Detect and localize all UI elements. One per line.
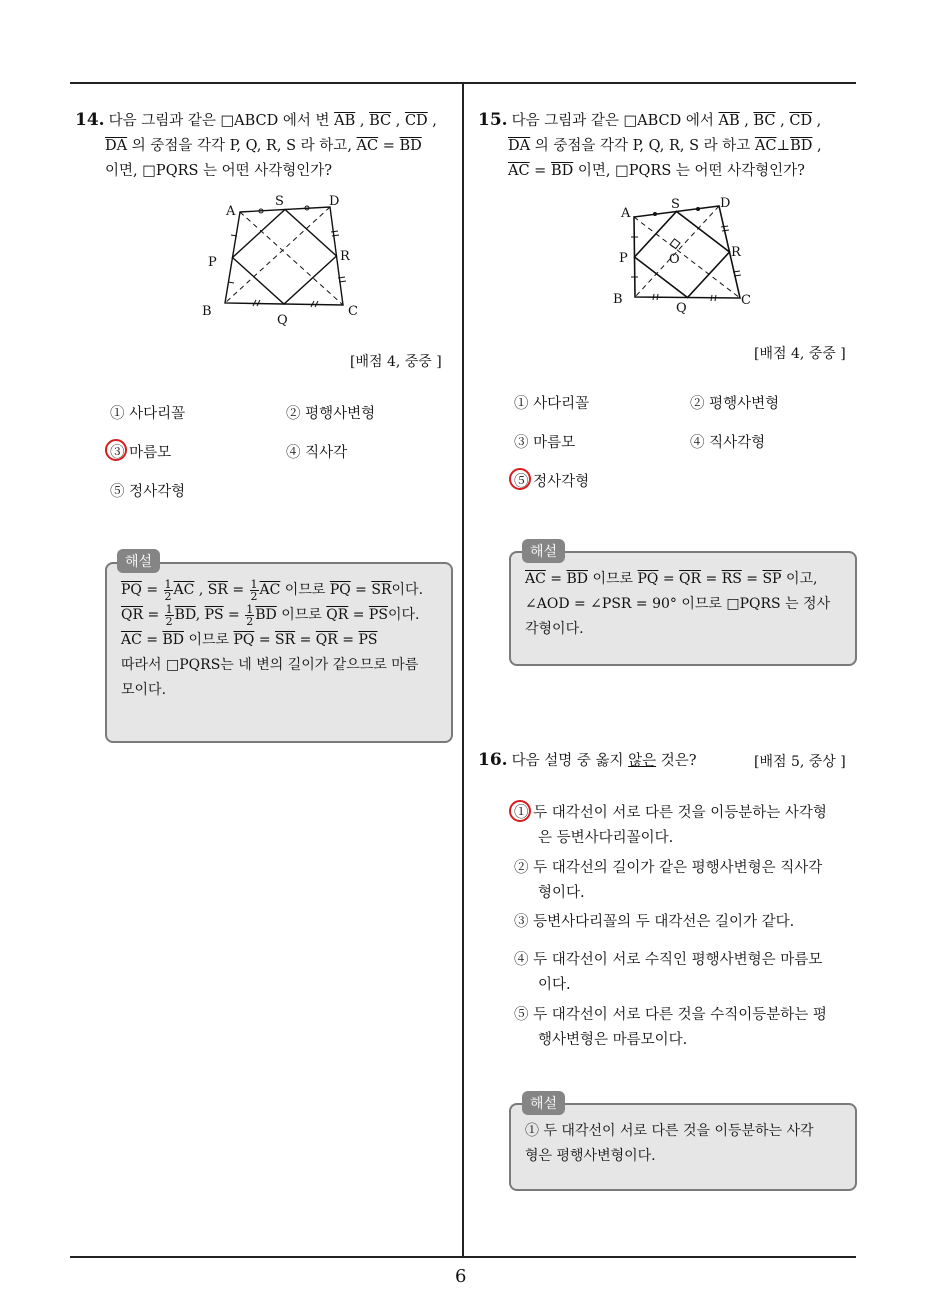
label-O: O [669,252,680,267]
label-A: A [621,206,631,221]
question-15: 15. 다음 그림과 같은 □ABCD 에서 $\overline{AB}$ , $\overline{BC}$ , $\overline{CD}$ , $\overline{DA}$ 의 중점을 각각 P, Q, R, S 라 하고 $\overline{AC}\perp\overline{BD}$ , $\overline{AC} = \overline{BD}$ 이면, □PQRS 는 어떤 사각형인가? [478,110,822,179]
label-R: R [731,245,741,260]
label-A: A [226,204,236,219]
option-15-2[interactable]: ② 평행사변형 [690,396,780,412]
explanation-14: $\overline{PQ}$ = $\frac{1}{2}$ $\overline{AC}$ , $\overline{SR}$ = $\frac{1}{2}$ $\overline{AC}$ 이므로 $\overline{PQ} = \overline{SR}$이다. $\overline{QR}$ = $\frac{1}{2}$ $\overline{BD}$, $\overline{PS}$ = $\frac{1}{2}$ $\overline{BD}$ 이므로 $\overline{QR} = \overline{PS}$이다. $\overline{AC} = \overline{BD}$ 이므로 $\overline{PQ} = \overline{SR} = \overline{QR} = \overline{PS}$ 따라서 □PQRS는 네 변의 길이가 같으므로 마름 모이다. [105,562,453,743]
explanation-tag-14: 해설 [117,549,160,573]
option-14-1[interactable]: ① 사다리꼴 [110,406,186,422]
label-D: D [329,194,340,209]
label-D: D [720,196,731,211]
option-14-3[interactable]: ③ 마름모 [110,445,172,461]
option-15-1[interactable]: ① 사다리꼴 [514,396,590,412]
option-16-3[interactable]: ③ 등변사다리꼴의 두 대각선은 길이가 같다. [514,914,795,930]
figure-14 [195,190,370,330]
explanation-16: ① 두 대각선이 서로 다른 것을 이등분하는 사각 형은 평행사변형이다. [509,1103,857,1191]
question-number: 16. [478,750,508,770]
option-16-5[interactable]: ⑤ 두 대각선이 서로 다른 것을 수직이등분하는 평 행사변형은 마름모이다. [514,1007,827,1048]
label-S: S [671,197,680,212]
option-14-4[interactable]: ④ 직사각 [286,445,348,461]
label-R: R [340,249,350,264]
label-C: C [741,293,751,308]
question-number: 14. [75,110,105,130]
label-C: C [348,304,358,319]
option-16-4[interactable]: ④ 두 대각선이 서로 수직인 평행사변형은 마름모 이다. [514,952,823,993]
explanation-tag-16: 해설 [522,1091,565,1115]
score-14: [배점 4, 중중 ] [350,354,442,370]
option-16-1[interactable]: ① 두 대각선이 서로 다른 것을 이등분하는 사각형 은 등변사다리꼴이다. [514,805,827,846]
label-S: S [275,194,284,209]
label-P: P [619,251,628,266]
option-14-5[interactable]: ⑤ 정사각형 [110,484,186,500]
question-14: 14. 다음 그림과 같은 □ABCD 에서 변 $\overline{AB}$ , $\overline{BC}$ , $\overline{CD}$ , $\overline{DA}$ 의 중점을 각각 P, Q, R, S 라 하고, $\overline{AC} = \overline{BD}$ 이면, □PQRS 는 어떤 사각형인가? [75,110,437,179]
option-15-5[interactable]: ⑤ 정사각형 [514,474,590,490]
score-15: [배점 4, 중중 ] [754,346,846,362]
score-16: [배점 5, 중상 ] [754,754,846,770]
question-16: 16. 다음 설명 중 옳지 않은 것은? [478,750,697,770]
label-B: B [202,304,212,319]
label-B: B [613,292,623,307]
answer-mark-16 [509,800,531,822]
option-14-2[interactable]: ② 평행사변형 [286,406,376,422]
answer-mark-15 [509,468,531,490]
label-Q: Q [676,301,687,316]
page-number: 6 [455,1266,467,1287]
answer-mark-14 [105,439,127,461]
option-15-4[interactable]: ④ 직사각형 [690,435,766,451]
label-P: P [208,255,217,270]
option-15-3[interactable]: ③ 마름모 [514,435,576,451]
figure-15 [605,190,765,320]
question-number: 15. [478,110,508,130]
explanation-tag-15: 해설 [522,539,565,563]
column-divider [462,83,464,1258]
option-16-2[interactable]: ② 두 대각선의 길이가 같은 평행사변형은 직사각 형이다. [514,860,823,901]
label-Q: Q [277,313,288,328]
explanation-15: $\overline{AC} = \overline{BD}$ 이므로 $\overline{PQ} = \overline{QR} = \overline{RS} = \overline{SP}$ 이고, ∠AOD = ∠PSR = 90° 이므로 □PQRS 는 정사 각형이다. [509,551,857,666]
bottom-rule [70,1256,856,1258]
